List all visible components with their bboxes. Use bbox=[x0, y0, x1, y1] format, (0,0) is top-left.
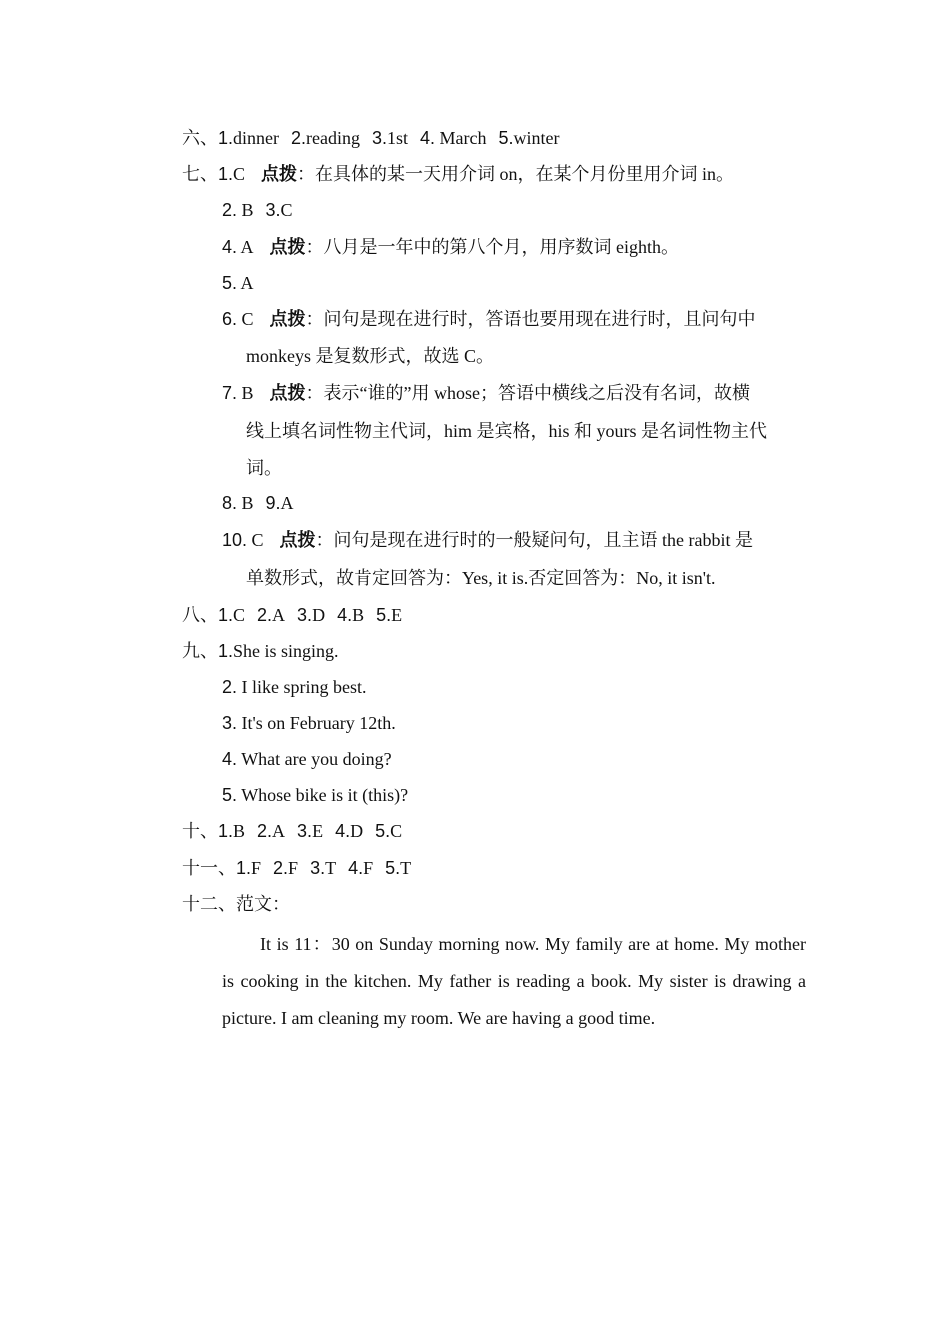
answer-value: T bbox=[325, 858, 337, 878]
answer-number: 2. bbox=[222, 200, 238, 220]
answer-value: F bbox=[251, 858, 262, 878]
answer-value: F bbox=[363, 858, 374, 878]
section-7-q7 bbox=[222, 381, 750, 406]
section-7-q6 bbox=[222, 307, 756, 332]
hint-text: monkeys 是复数形式，故选 C。 bbox=[246, 346, 495, 366]
answer-number: 2. bbox=[273, 858, 289, 878]
answer-value: dinner bbox=[233, 128, 279, 148]
answer-value: A bbox=[272, 821, 286, 841]
section-12-label: 十二、 bbox=[182, 894, 236, 914]
section-7-q10 bbox=[222, 528, 753, 553]
section-9-q1 bbox=[182, 639, 339, 663]
section-7-q5 bbox=[222, 271, 254, 295]
hint-label: 点拨 bbox=[269, 383, 306, 404]
answer-value: E bbox=[312, 821, 324, 841]
answer-value: I like spring best. bbox=[237, 677, 367, 697]
answer-number: 5. bbox=[222, 785, 238, 805]
answer-value: She is singing. bbox=[233, 641, 339, 661]
hint-text: 单数形式，故肯定回答为：Yes, it is.否定回答为：No, it isn't. bbox=[246, 568, 716, 588]
answer-number: 5. bbox=[498, 128, 514, 148]
answer-number: 4. bbox=[222, 749, 238, 769]
answer-value: B bbox=[352, 605, 365, 625]
answer-value: reading bbox=[306, 128, 360, 148]
section-7-q1 bbox=[182, 162, 734, 187]
hint-text: 问句是现在进行时的一般疑问句，且主语 the rabbit 是 bbox=[333, 530, 754, 550]
answer-value: B bbox=[237, 200, 254, 220]
section-9-q3 bbox=[222, 711, 396, 735]
answer-number: 3. bbox=[297, 605, 313, 625]
section-7-q2-q3 bbox=[222, 198, 293, 222]
answer-number: 10. bbox=[222, 530, 248, 550]
answer-number: 4. bbox=[420, 128, 436, 148]
answer-value: F bbox=[288, 858, 299, 878]
answer-value: C bbox=[233, 164, 246, 184]
answer-value: B bbox=[237, 493, 254, 513]
section-9-q4 bbox=[222, 747, 392, 771]
answer-number: 6. bbox=[222, 309, 238, 329]
section-9-q2 bbox=[222, 675, 367, 699]
answer-number: 3. bbox=[297, 821, 313, 841]
section-7-q7-cont bbox=[246, 419, 767, 443]
answer-value: T bbox=[400, 858, 412, 878]
answer-value: winter bbox=[513, 128, 560, 148]
answer-number: 1. bbox=[218, 164, 234, 184]
answer-value: 1st bbox=[387, 128, 409, 148]
answer-number: 2. bbox=[257, 605, 273, 625]
answer-value: B bbox=[233, 821, 246, 841]
hint-colon: ： bbox=[315, 530, 334, 550]
hint-text: 问句是现在进行时，答语也要用现在进行时，且问句中 bbox=[323, 309, 756, 329]
answer-value: D bbox=[312, 605, 326, 625]
answer-number: 4. bbox=[335, 821, 351, 841]
hint-colon: ： bbox=[297, 164, 316, 184]
sample-essay: It is 11：30 on Sunday morning now. My family are at home. My mother is cooking in the kitchen. My father is reading a book. My sister is drawing a picture. I am cleaning my room. We are having a good time. bbox=[222, 934, 806, 1028]
section-10-line bbox=[182, 819, 402, 843]
section-12-heading bbox=[182, 892, 290, 916]
answer-number: 5. bbox=[375, 821, 391, 841]
answer-number: 9. bbox=[265, 493, 281, 513]
answer-number: 2. bbox=[291, 128, 307, 148]
answer-number: 5. bbox=[376, 605, 392, 625]
answer-number: 1. bbox=[218, 641, 234, 661]
answer-number: 3. bbox=[265, 200, 281, 220]
answer-number: 1. bbox=[236, 858, 252, 878]
answer-number: 2. bbox=[257, 821, 273, 841]
hint-colon: ： bbox=[305, 383, 324, 403]
hint-text: 八月是一年中的第八个月，用序数词 eighth。 bbox=[323, 237, 680, 257]
hint-text: 表示“谁的”用 whose；答语中横线之后没有名词，故横 bbox=[323, 383, 751, 403]
hint-label: 点拨 bbox=[279, 530, 316, 551]
answer-value: What are you doing? bbox=[237, 749, 392, 769]
answer-number: 3. bbox=[222, 713, 238, 733]
answer-value: C bbox=[237, 309, 254, 329]
section-12-title: 范文： bbox=[236, 894, 290, 914]
answer-number: 7. bbox=[222, 383, 238, 403]
answer-number: 5. bbox=[385, 858, 401, 878]
answer-value: B bbox=[237, 383, 254, 403]
answer-number: 1. bbox=[218, 821, 234, 841]
hint-label: 点拨 bbox=[261, 164, 298, 185]
hint-label: 点拨 bbox=[269, 237, 306, 258]
section-7-q7-cont2 bbox=[246, 456, 282, 480]
hint-colon: ： bbox=[305, 237, 324, 257]
section-7-q6-cont bbox=[246, 344, 494, 368]
answer-number: 4. bbox=[337, 605, 353, 625]
answer-value: A bbox=[237, 273, 254, 293]
answer-value: C bbox=[280, 200, 293, 220]
answer-number: 2. bbox=[222, 677, 238, 697]
answer-number: 4. bbox=[222, 237, 238, 257]
section-11-line bbox=[182, 856, 411, 880]
section-8-line bbox=[182, 603, 402, 627]
section-8-label: 八、 bbox=[182, 605, 218, 625]
section-7-label: 七、 bbox=[182, 164, 218, 184]
section-9-label: 九、 bbox=[182, 641, 218, 661]
hint-label: 点拨 bbox=[269, 309, 306, 330]
answer-value: A bbox=[237, 237, 254, 257]
section-9-q5 bbox=[222, 783, 408, 807]
answer-value: C bbox=[247, 530, 264, 550]
answer-value: A bbox=[272, 605, 286, 625]
answer-value: Whose bike is it (this)? bbox=[237, 785, 409, 805]
answer-value: C bbox=[390, 821, 403, 841]
hint-text: 在具体的某一天用介词 on，在某个月份里用介词 in。 bbox=[315, 164, 735, 184]
answer-number: 4. bbox=[348, 858, 364, 878]
answer-value: D bbox=[350, 821, 364, 841]
answer-value: C bbox=[233, 605, 246, 625]
section-11-label: 十一、 bbox=[182, 858, 236, 878]
answer-number: 3. bbox=[310, 858, 326, 878]
answer-number: 5. bbox=[222, 273, 238, 293]
section-10-label: 十、 bbox=[182, 821, 218, 841]
answer-value: E bbox=[391, 605, 403, 625]
answer-value: March bbox=[435, 128, 487, 148]
hint-colon: ： bbox=[305, 309, 324, 329]
hint-text: 词。 bbox=[246, 458, 282, 478]
answer-number: 1. bbox=[218, 605, 234, 625]
hint-text: 线上填名词性物主代词，him 是宾格，his 和 yours 是名词性物主代 bbox=[246, 421, 768, 441]
answer-number: 3. bbox=[372, 128, 388, 148]
answer-number: 1. bbox=[218, 128, 234, 148]
answer-value: A bbox=[280, 493, 294, 513]
section-7-q4 bbox=[222, 235, 679, 260]
answer-number: 8. bbox=[222, 493, 238, 513]
answer-value: It's on February 12th. bbox=[237, 713, 396, 733]
section-7-q10-cont bbox=[246, 566, 715, 590]
section-6-label: 六、 bbox=[182, 128, 218, 148]
section-7-q8-q9 bbox=[222, 491, 294, 515]
section-6-line bbox=[182, 126, 560, 150]
